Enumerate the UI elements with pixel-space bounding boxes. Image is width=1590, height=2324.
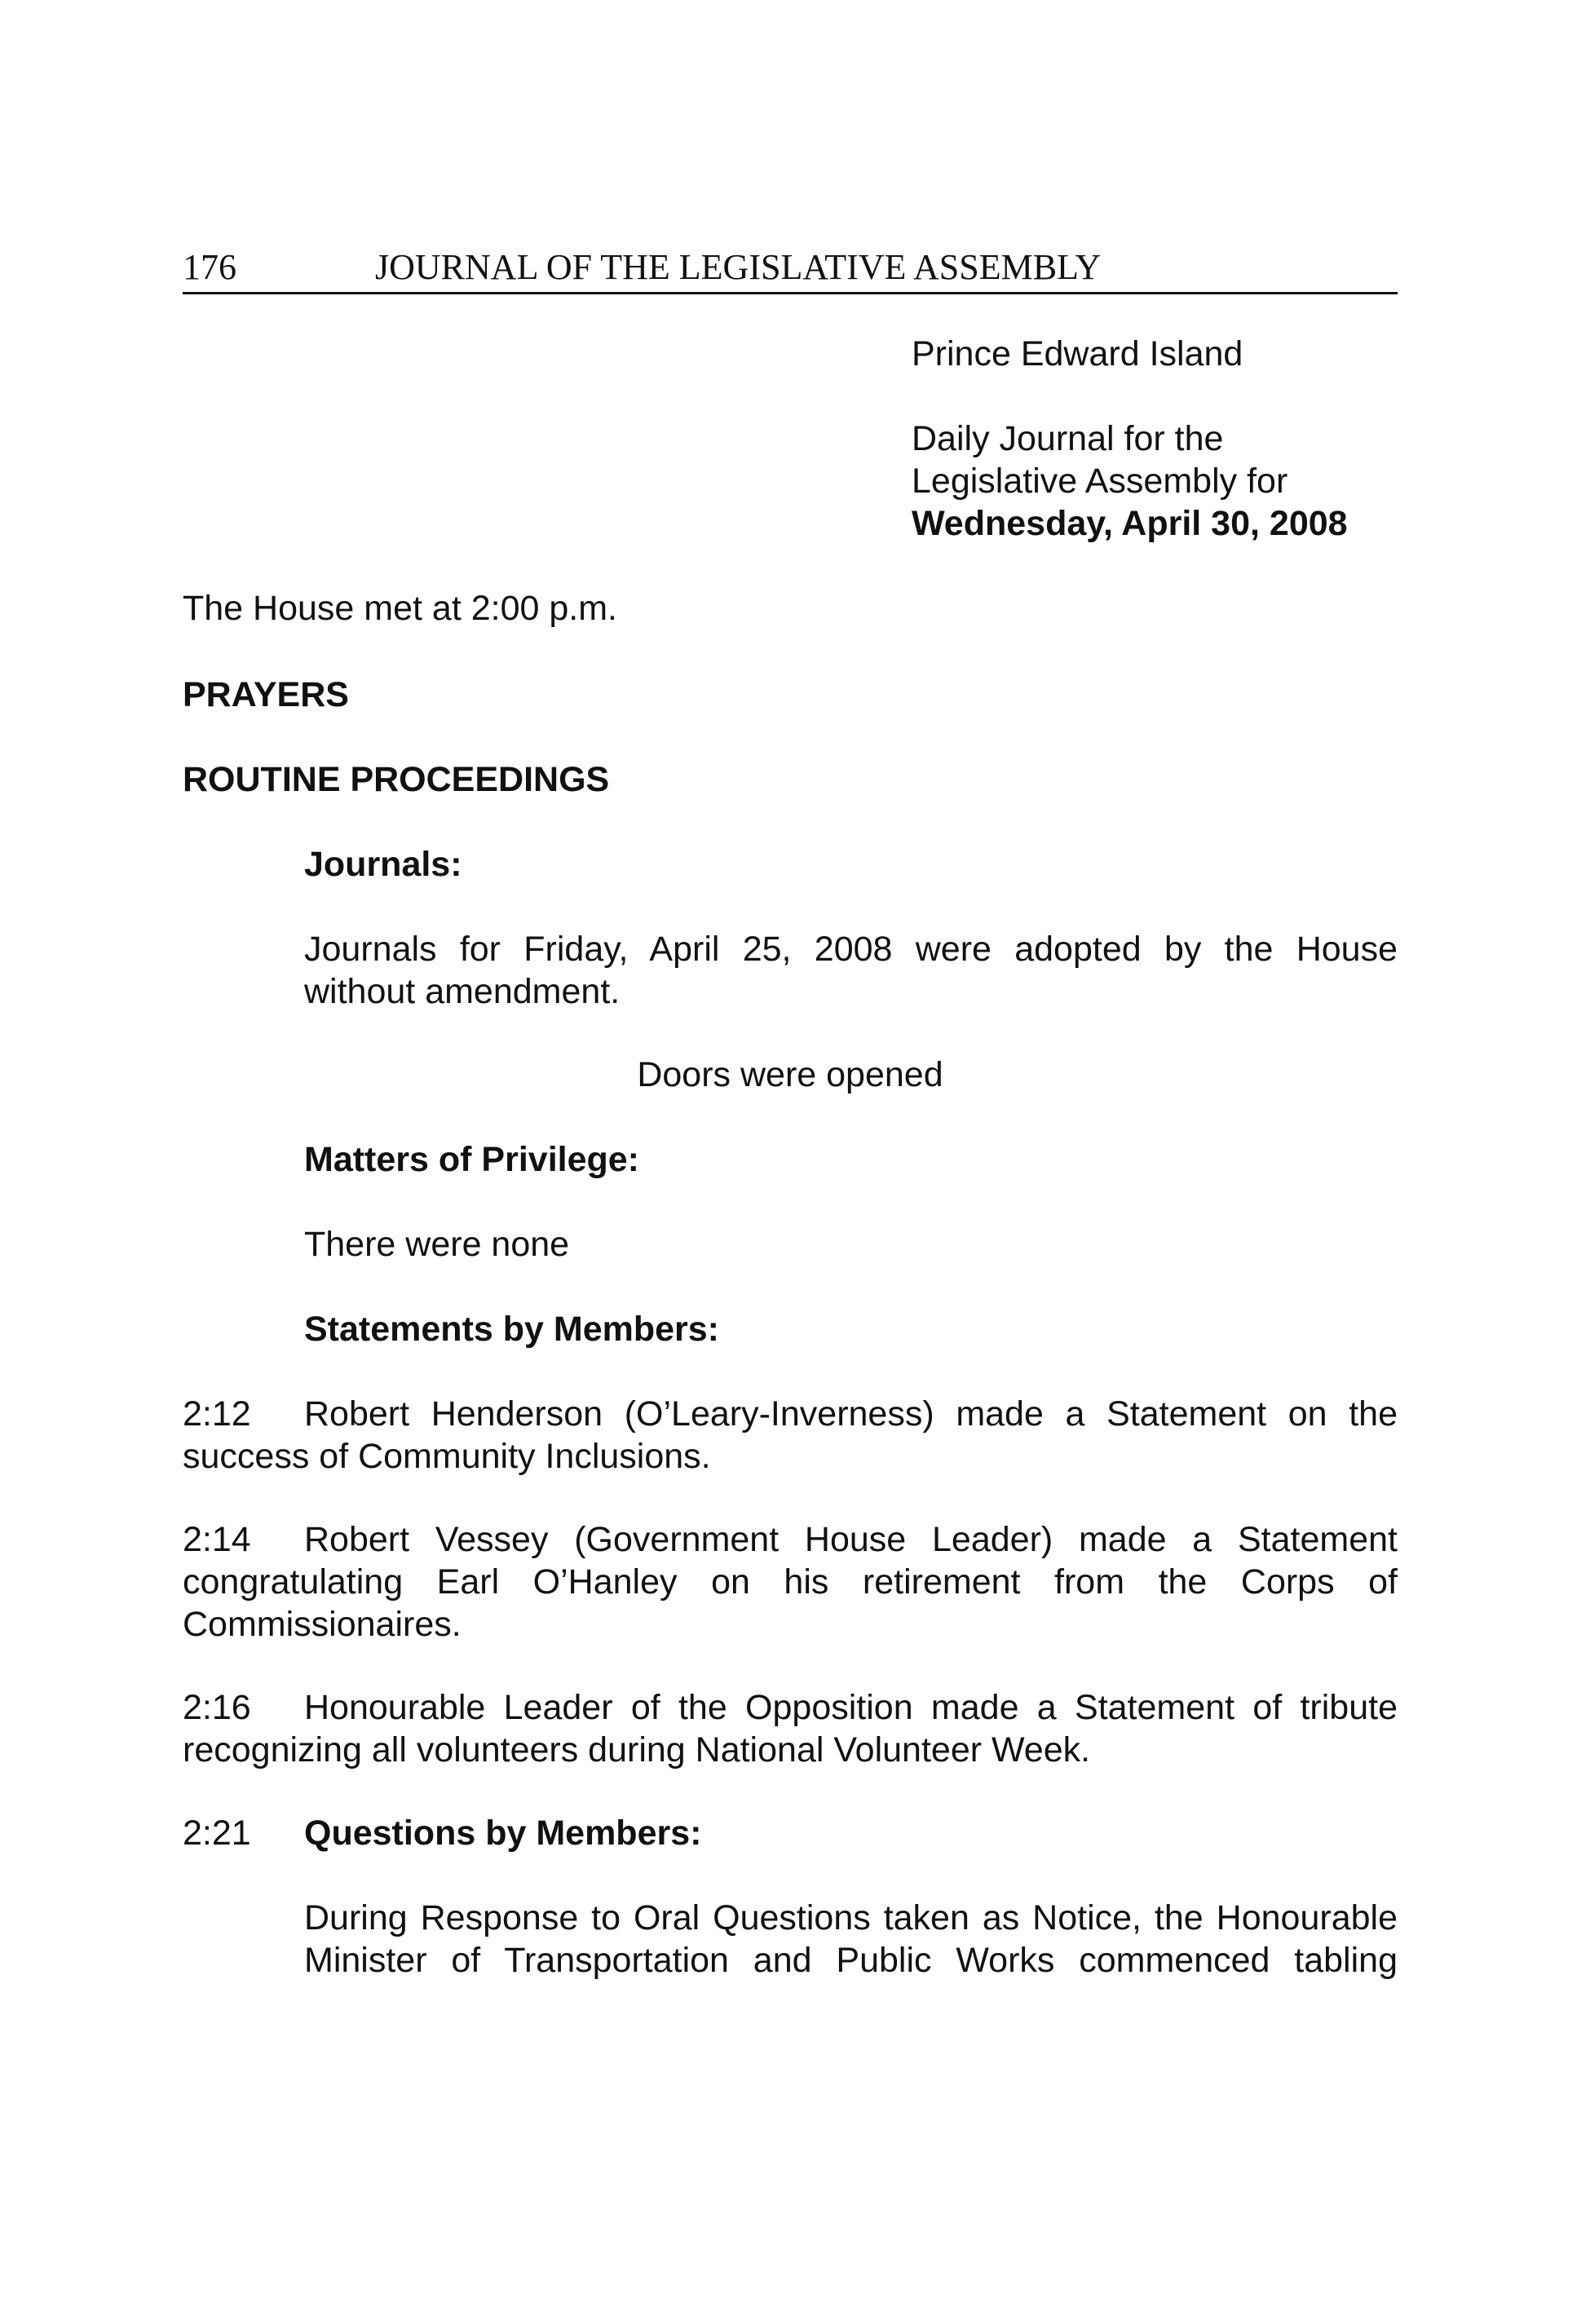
statement-time: 2:16 [183,1688,251,1727]
masthead-line-2: Legislative Assembly for [912,462,1288,501]
privilege-text: There were none [304,1225,570,1264]
questions-heading: Questions by Members: [304,1814,702,1853]
statement-item [183,1518,1398,1646]
statement-time: 2:12 [183,1394,251,1434]
doors-opened-text: Doors were opened [637,1055,943,1094]
page-number: 176 [183,247,236,287]
statement-line: recognizing all volunteers during National Volunteer Week. [183,1730,1091,1770]
journals-paragraph [304,928,1398,1013]
statement-line: congratulating Earl O’Hanley on his retirement from the Corps of [183,1562,1398,1602]
journal-title: JOURNAL OF THE LEGISLATIVE ASSEMBLY [375,247,1102,287]
prayers-heading: PRAYERS [183,675,349,714]
journals-heading: Journals: [304,845,462,884]
journals-line-1: Journals for Friday, April 25, 2008 were adopted by the House [304,930,1398,969]
statement-line: Commissionaires. [183,1605,462,1644]
house-met-text: The House met at 2:00 p.m. [183,589,617,628]
privilege-heading: Matters of Privilege: [304,1140,639,1179]
province-name: Prince Edward Island [912,334,1243,373]
statement-line: success of Community Inclusions. [183,1437,711,1476]
statement-item [183,1686,1398,1771]
routine-proceedings-heading: ROUTINE PROCEEDINGS [183,760,610,799]
questions-heading-row [183,1812,701,1854]
masthead-line-1: Daily Journal for the [912,419,1224,458]
statement-line: 2:12 Robert Henderson (O’Leary-Inverness) made a Statement on the [183,1394,1398,1434]
statement-time: 2:14 [183,1520,251,1559]
journals-line-2: without amendment. [304,972,621,1011]
masthead-block [912,418,1433,545]
statement-line: 2:16 Honourable Leader of the Opposition made a Statement of tribute [183,1688,1398,1727]
page-header [183,243,1398,294]
statements-heading: Statements by Members: [304,1310,719,1349]
questions-line-1: During Response to Oral Questions taken as Notice, the Honourable [304,1898,1398,1937]
questions-line-2: Minister of Transportation and Public Works commenced tabling [304,1941,1398,1980]
statement-item [183,1393,1398,1478]
statement-line: 2:14 Robert Vessey (Government House Leader) made a Statement [183,1520,1398,1559]
journal-date: Wednesday, April 30, 2008 [912,504,1348,543]
questions-paragraph [304,1897,1398,1982]
questions-time: 2:21 [183,1814,251,1853]
